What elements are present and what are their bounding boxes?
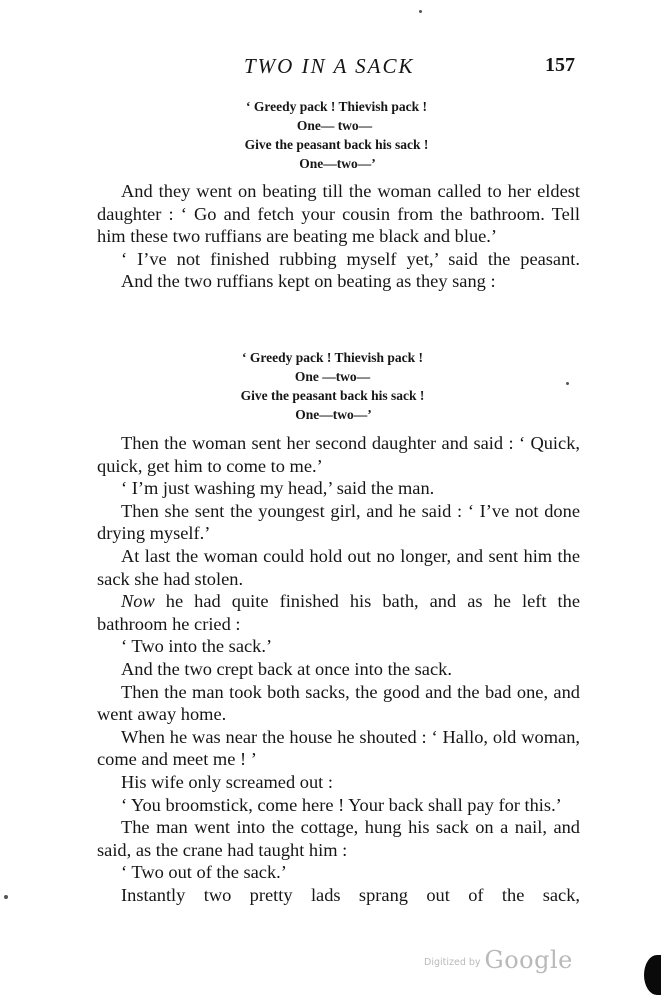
google-logo: Google (484, 946, 573, 974)
paragraph: And the two ruffians kept on beating as they sang : (121, 271, 496, 292)
scan-speck (566, 382, 569, 385)
song-verse-first (0, 97, 661, 173)
digitized-watermark (424, 946, 573, 974)
running-head (0, 54, 661, 84)
paragraph: And they went on beating till the woman called to her eldest daughter : ‘ Go and fetch your cousin from the bathroom. Tell him these two ruffians are beating me black and blue.’ (97, 181, 580, 247)
paragraph: His wife only screamed out : (121, 771, 333, 792)
paragraph: Then she sent the youngest girl, and he said : ‘ I’ve not done drying myself.’ (97, 500, 580, 544)
scan-edge-shadow (644, 955, 661, 995)
text-block-second (97, 432, 580, 906)
paragraph: ‘ Two into the sack.’ (121, 636, 273, 657)
italic-word: Now (121, 591, 155, 612)
watermark-prefix: Digitized by (424, 957, 481, 968)
paragraph: When he was near the house he shouted : ‘ Hallo, old woman, come and meet me ! ’ (97, 726, 580, 770)
paragraph: At last the woman could hold out no longer, and sent him the sack she had stolen. (97, 545, 580, 589)
song-line: One— two— (296, 118, 373, 133)
paragraph-rest: he had quite finished his bath, and as he left the bathroom he cried : (97, 591, 580, 634)
scan-speck (4, 895, 8, 899)
song-line: Give the peasant back his sack ! (244, 137, 429, 152)
paragraph: ‘ I’m just washing my head,’ said the man. (121, 478, 435, 499)
running-title: TWO IN A SACK (244, 54, 415, 78)
paragraph (97, 590, 580, 635)
paragraph: ‘ You broomstick, come here ! Your back shall pay for this.’ (121, 794, 562, 815)
song-line: One—two—’ (295, 407, 372, 422)
scan-speck (419, 10, 422, 13)
paragraph: ‘ I’ve not finished rubbing myself yet,’ said the peasant. (121, 248, 580, 269)
song-line: One —two— (294, 369, 371, 384)
paragraph: Instantly two pretty lads sprang out of the sack, (121, 884, 580, 905)
paragraph: Then the woman sent her second daughter and said : ‘ Quick, quick, get him to come to me.’ (97, 433, 580, 476)
paragraph: The man went into the cottage, hung his sack on a nail, and said, as the crane had taught him : (97, 817, 580, 860)
song-line: One—two—’ (299, 156, 376, 171)
page-number: 157 (545, 54, 575, 76)
paragraph: Then the man took both sacks, the good and the bad one, and went away home. (97, 681, 580, 725)
song-verse-second (0, 348, 661, 424)
paragraph: And the two crept back at once into the sack. (121, 658, 452, 679)
song-line: Give the peasant back his sack ! (240, 388, 425, 403)
text-block-first (97, 180, 580, 293)
song-line: ‘ Greedy pack ! Thievish pack ! (241, 350, 424, 365)
paragraph: ‘ Two out of the sack.’ (121, 862, 287, 883)
song-line: ‘ Greedy pack ! Thievish pack ! (245, 99, 428, 114)
